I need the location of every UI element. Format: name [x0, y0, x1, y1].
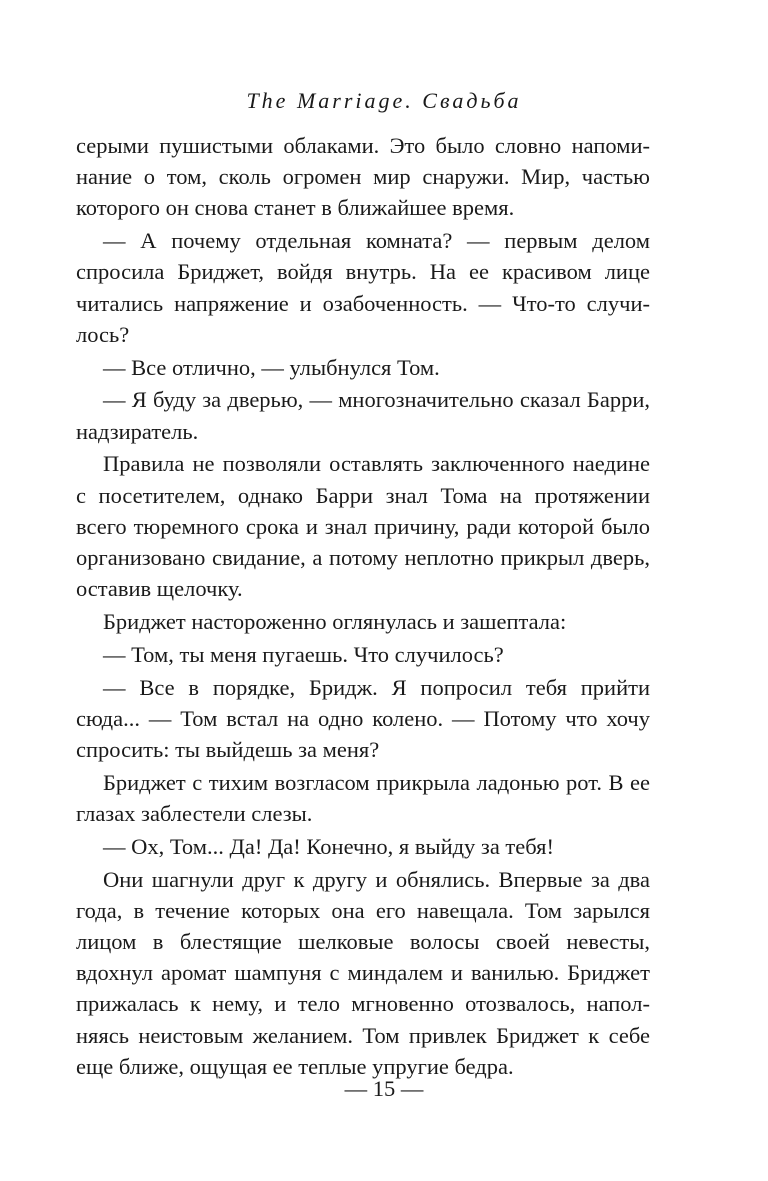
- paragraph: Бриджет настороженно оглянулась и зашептала:: [103, 609, 567, 635]
- paragraph: — Том, ты меня пугаешь. Что случилось?: [103, 641, 504, 667]
- paragraph: — Все в порядке, Бридж. Я попросил тебя прийти сюда... — Том встал на одно колено. — Потому что хочу спросить: ты выйдешь за меня?: [76, 674, 650, 763]
- paragraph: — А почему отдельная комната? — первым делом спросила Бриджет, войдя внутрь. На ее красивом лице читались напряжение и озабоченность. — Что-то случилось?: [76, 228, 650, 347]
- paragraph: Правила не позволяли оставлять заключенного наедине с посетителем, однако Барри знал Тома на протяжении всего тюремного срока и знал причину, ради которой было организовано свидание, а потому неплотно прикрыл дверь, оставив щелочку.: [76, 451, 650, 602]
- paragraph: — Ох, Том... Да! Да! Конечно, я выйду за тебя!: [103, 833, 554, 859]
- body-text: [76, 130, 650, 1084]
- paragraph: Они шагнули друг к другу и обнялись. Впервые за два года, в течение которых она его навещала. Том зарылся лицом в блестящие шелковые волосы своей невесты, вдохнул аромат шампуня с миндалем и ванилью. Бриджет прижалась к нему, и тело мгновенно отозвалось, наполняясь неистовым желанием. Том привлек Бриджет к себе еще ближе, ощущая ее теплые упругие бедра.: [76, 866, 650, 1079]
- paragraph: серыми пушистыми облаками. Это было словно напоминание о том, сколь огромен мир снаружи. Мир, частью которого он снова станет в ближайшее время.: [76, 133, 650, 221]
- running-head: The Marriage. Свадьба: [246, 88, 522, 113]
- paragraph: Бриджет с тихим возгласом прикрыла ладонью рот. В ее глазах заблестели слезы.: [76, 769, 650, 827]
- paragraph: — Я буду за дверью, — многозначительно сказал Барри, надзиратель.: [76, 387, 650, 444]
- paragraph: — Все отлично, — улыбнулся Том.: [103, 354, 440, 380]
- page-number: — 15 —: [344, 1076, 424, 1101]
